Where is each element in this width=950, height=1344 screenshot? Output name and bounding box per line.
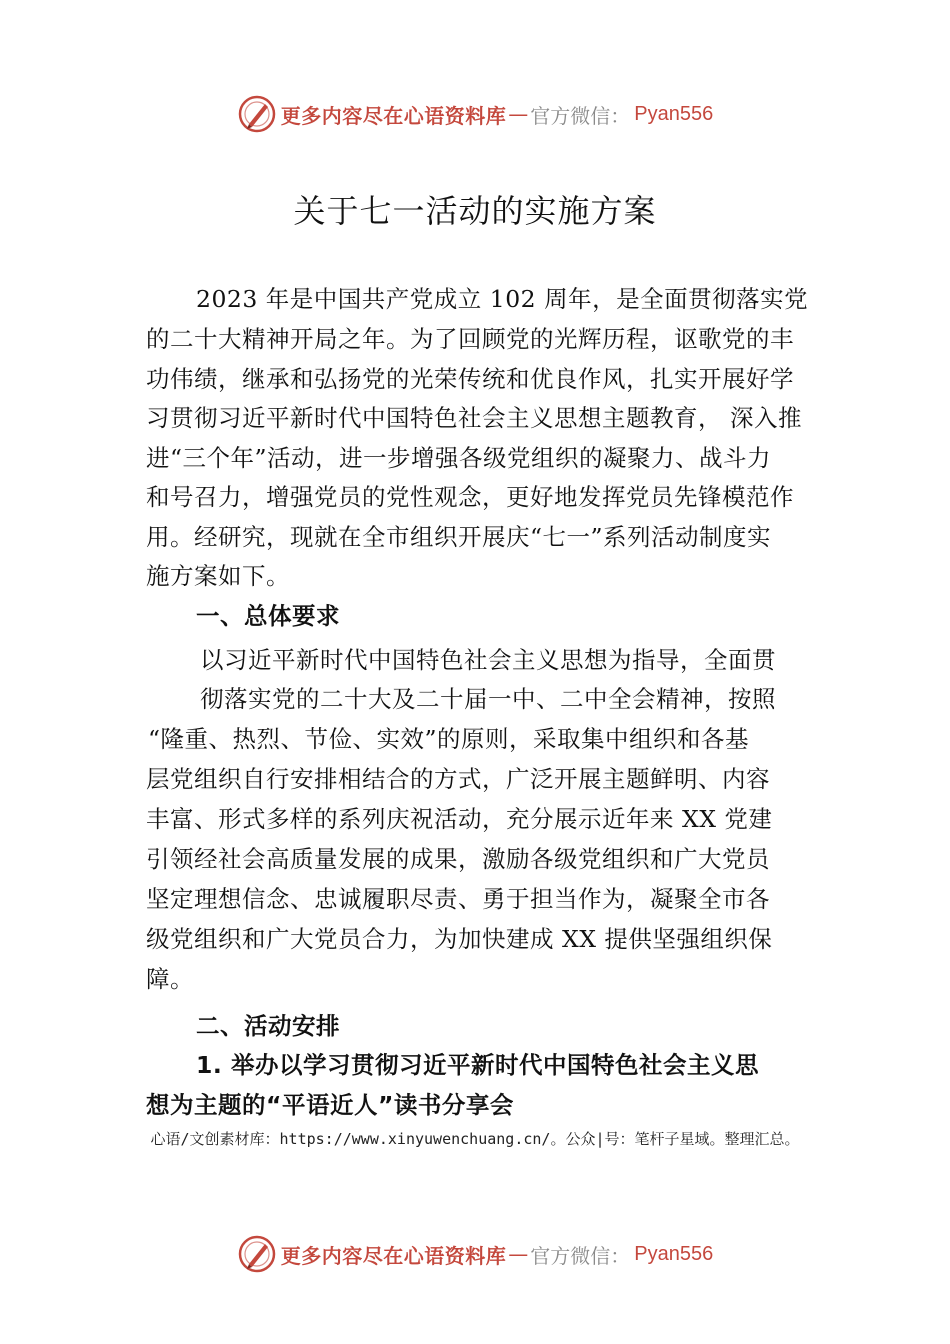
section-heading: 一、总体要求 [196,602,340,630]
section1-line: 丰富、形式多样的系列庆祝活动，充分展示近年来 XX 党建 [146,805,773,833]
banner-red-text: 更多内容尽在心语资料库 [280,1243,507,1268]
source-note: 心语/文创素材库：https://www.xinyuwenchuang.cn/。公众|号：笔杆子星域。整理汇总。 [150,1130,800,1148]
banner-dash: — [508,1242,529,1266]
pen-seal-logo-icon [237,94,277,134]
banner-wechat-label: 官方微信： [530,103,631,128]
intro-line: 施方案如下。 [146,562,290,590]
section1-line: “隆重、热烈、节俭、实效”的原则，采取集中组织和各基 [148,725,750,753]
intro-line: 进“三个年”活动，进一步增强各级党组织的凝聚力、战斗力 [146,444,772,472]
section1-line: 坚定理想信念、忠诚履职尽责、勇于担当作为，凝聚全市各 [146,885,770,913]
pen-seal-logo-icon [237,1234,277,1274]
section1-line: 级党组织和广大党员合力，为加快建成 XX 提供坚强组织保 [146,925,773,953]
section1-line: 以习近平新时代中国特色社会主义思想为指导，全面贯 [200,646,776,674]
banner-dash: — [508,102,529,126]
banner-red-text: 更多内容尽在心语资料库 [280,103,507,128]
item-heading: 想为主题的“平语近人”读书分享会 [146,1091,514,1119]
banner-wechat-label: 官方微信： [530,1243,631,1268]
section1-line: 障。 [146,965,194,993]
banner-wechat-handle: Pyan556 [634,1242,714,1265]
intro-line: 用。经研究，现就在全市组织开展庆“七一”系列活动制度实 [146,523,772,551]
intro-line: 2023 年是中国共产党成立 102 周年，是全面贯彻落实党 [196,285,809,313]
banner-wechat-handle: Pyan556 [634,102,714,125]
footer-banner [0,1232,950,1276]
intro-line: 功伟绩，继承和弘扬党的光荣传统和优良作风，扎实开展好学 [146,365,794,393]
header-banner [0,92,950,136]
section1-line: 层党组织自行安排相结合的方式，广泛开展主题鲜明、内容 [146,765,770,793]
item-heading: 1. 举办以学习贯彻习近平新时代中国特色社会主义思 [196,1051,759,1079]
intro-line: 习贯彻习近平新时代中国特色社会主义思想主题教育， 深入推 [146,404,802,432]
section-heading: 二、活动安排 [196,1012,340,1040]
document-title: 关于七一活动的实施方案 [293,192,657,230]
intro-line: 和号召力，增强党员的党性观念，更好地发挥党员先锋模范作 [146,483,794,511]
section1-line: 引领经社会高质量发展的成果，激励各级党组织和广大党员 [146,845,770,873]
section1-line: 彻落实党的二十大及二十届一中、二中全会精神，按照 [200,685,776,713]
intro-line: 的二十大精神开局之年。为了回顾党的光辉历程，讴歌党的丰 [146,325,794,353]
